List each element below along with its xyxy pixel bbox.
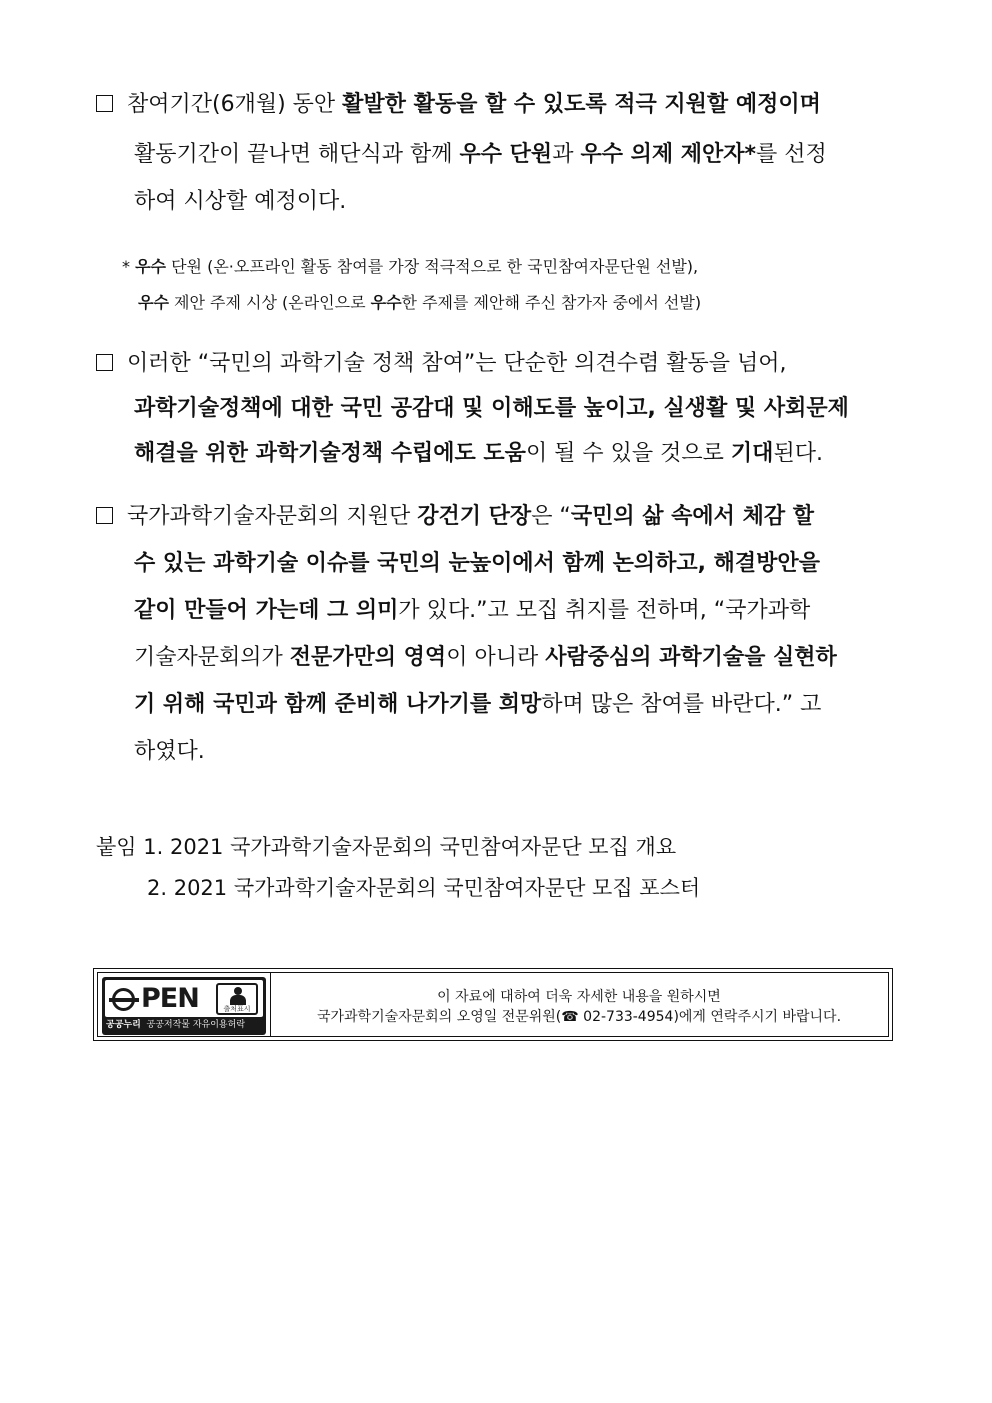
text-run: 같이 만들어 가는데 그 의미 — [134, 598, 399, 623]
checkbox-bullet-icon — [96, 354, 113, 371]
paragraph-2-line-1: 이러한 “국민의 과학기술 정책 참여”는 단순한 의견수렴 활동을 넘어, — [96, 349, 787, 379]
kogl-caption: 공공누리 공공저작물 자유이용허락 — [106, 1020, 246, 1030]
text-run: 를 선정 — [756, 142, 827, 167]
open-logo-text: PEN — [141, 983, 199, 1014]
text-run: 전문가만의 영역 — [289, 645, 447, 670]
text-run: 한 주제를 제안해 주신 참가자 중에서 선발) — [401, 293, 702, 312]
text-run: 된다. — [773, 441, 823, 466]
text-run: 활발한 활동을 할 수 있도록 적극 지원할 예정이며 — [342, 92, 821, 117]
attachment-1-text: 1. 2021 국가과학기술자문회의 국민참여자문단 모집 개요 — [143, 835, 677, 859]
checkbox-bullet-icon — [96, 95, 113, 112]
checkbox-bullet-icon — [96, 507, 113, 524]
text-run: * — [122, 257, 136, 276]
paragraph-1-line-1 — [96, 90, 821, 120]
text-run: 은 “ — [531, 504, 571, 529]
text-run: 단원 (온·오프라인 활동 참여를 가장 적극적으로 한 국민참여자문단원 선발), — [166, 257, 699, 276]
text-run: 기술자문회의가 — [134, 645, 290, 670]
text-run: 하며 많은 참여를 바란다.” 고 — [541, 692, 822, 717]
text-run: 과 — [552, 142, 581, 167]
paragraph-3-line-3 — [134, 596, 810, 626]
footnote-line-2 — [138, 292, 701, 314]
phone-icon: ☎ — [561, 1009, 579, 1025]
attachment-2: 2. 2021 국가과학기술자문회의 국민참여자문단 모집 포스터 — [147, 876, 701, 900]
text-run: 강건기 단장 — [417, 504, 532, 529]
text-run: 기 위해 국민과 함께 준비해 나가기를 희망 — [134, 692, 542, 717]
contact-line-1: 이 자료에 대하여 더욱 자세한 내용을 원하시면 — [437, 989, 721, 1005]
text-run: 우수 단원 — [459, 142, 553, 167]
paragraph-2-line-3 — [134, 439, 823, 469]
text-run: 기대 — [730, 441, 774, 466]
text-run: 사람중심의 과학기술을 실현하 — [545, 645, 837, 670]
text-run: 참여기간(6개월) 동안 — [127, 92, 343, 117]
text-run: 우수 — [370, 293, 402, 312]
text-run: 활동기간이 끝나면 해단식과 함께 — [134, 142, 460, 167]
text-run: 우수 의제 제안자* — [580, 142, 757, 167]
text-run: 이 될 수 있을 것으로 — [525, 441, 731, 466]
text-run: 국가과학기술자문회의 지원단 — [127, 504, 418, 529]
paragraph-3-line-6: 하였다. — [134, 739, 205, 764]
text-run: 이 아니라 — [446, 645, 546, 670]
text-run: 가 있다.”고 모집 취지를 전하며, “국가과학 — [398, 598, 811, 623]
paragraph-1-line-3: 하여 시상할 예정이다. — [134, 189, 347, 214]
attachment-1 — [96, 832, 676, 862]
paragraph-1-line-2 — [134, 140, 827, 170]
kogl-open-logo — [102, 977, 266, 1035]
paragraph-3-line-4 — [134, 643, 837, 673]
contact-footer-box — [93, 968, 893, 1041]
text-run: 우수 — [135, 257, 167, 276]
paragraph-3-line-2: 수 있는 과학기술 이슈를 국민의 눈높이에서 함께 논의하고, 해결방안을 — [134, 551, 820, 576]
contact-line-2: 국가과학기술자문회의 오영일 전문위원(☎ 02-733-4954)에게 연락주시기 바랍니다. — [316, 1009, 842, 1025]
attribution-person-icon: 출처표시 — [216, 983, 258, 1015]
text-run: 우수 — [138, 293, 169, 312]
text-run: 제안 주제 시상 (온라인으로 — [168, 293, 371, 312]
attachment-prefix: 붙임 — [96, 835, 137, 859]
footnote-line-1 — [122, 256, 698, 278]
contact-info — [270, 973, 888, 1036]
paragraph-2-line-2: 과학기술정책에 대한 국민 공감대 및 이해도를 높이고, 실생활 및 사회문제 — [134, 396, 849, 421]
paragraph-3-line-5 — [134, 690, 821, 720]
text-run: 국민의 삶 속에서 체감 할 — [570, 504, 815, 529]
text-run: 해결을 위한 과학기술정책 수립에도 도움 — [134, 441, 526, 466]
kogl-logo-box — [98, 973, 271, 1036]
paragraph-3-line-1 — [96, 502, 814, 532]
